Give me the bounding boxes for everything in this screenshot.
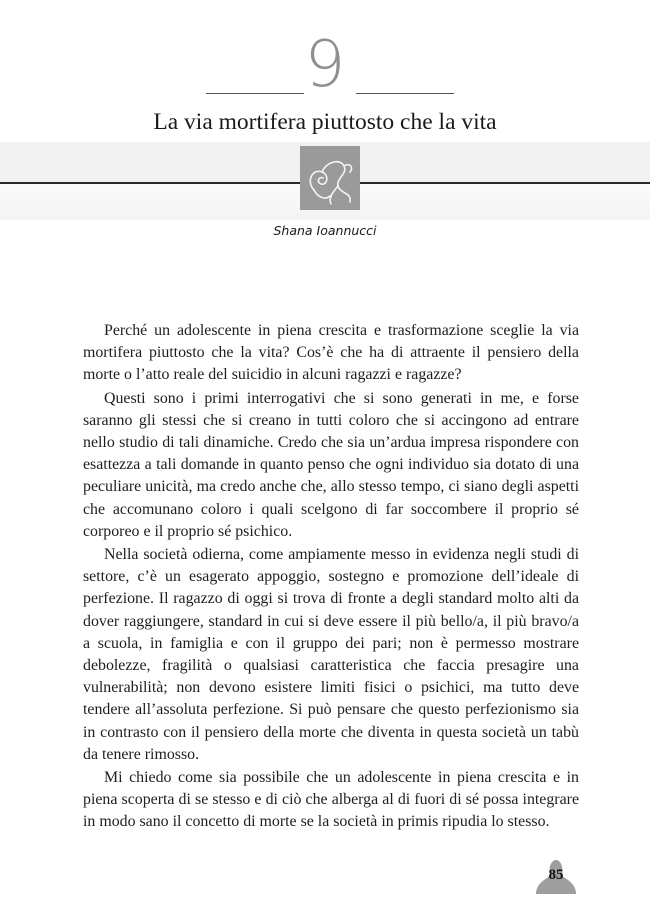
chapter-number-rule-left [206,93,304,94]
swirl-ornament-icon [300,146,360,210]
page-number: 85 [548,867,564,883]
chapter-number: 9 [304,28,346,102]
paragraph: Perché un adolescente in piena crescita e trasformazione sceglie la via mortifera piuttosto che la vita? Cos’è che ha di attraente il pensiero della morte o l’atto reale del suicidio in alcuni ragazzi e ragazze? [83,322,579,384]
page-number-badge [528,858,584,894]
chapter-title: La via mortifera piuttosto che la vita [153,109,497,135]
paragraph: Nella società odierna, come ampiamente messo in evidenza negli studi di settore, c’è un esagerato appoggio, sostegno e promozione dell’ideale di perfezione. Il ragazzo di oggi si trova di fronte a degli standard molto alti da dover raggiungere, standard in cui si deve essere il più bello/a, il più bravo/a a scuola, in famiglia e con il gruppo dei pari; non è permesso mostrare debolezze, fragilità o qualsiasi caratteristica che faccia presagire una vulnerabilità; non devono esistere limiti fisici o psichici, ma tutto deve tendere all’assoluta perfezione. Si può pensare che questo perfezionismo sia in contrasto con il pensiero della morte che diventa in questa società un tabù da tenere rimosso. [83,546,579,763]
body-text [83,320,579,834]
author-name: Shana Ioannucci [273,223,377,238]
paragraph: Mi chiedo come sia possibile che un adolescente in piena crescita e in piena scoperta di se stesso e di ciò che alberga al di fuori di sé possa integrare in modo sano il concetto di morte se la società in primis ripudia lo stesso. [83,769,579,831]
paragraph: Questi sono i primi interrogativi che si sono generati in me, e forse saranno gli stessi che si creano in tutti coloro che si accingono ad entrare nello studio di tali dinamiche. Credo che sia un’ardua impresa rispondere con esattezza a tali domande in quanto penso che ogni individuo sia dotato di una peculiare unicità, ma credo anche che, allo stesso tempo, ci siano degli aspetti che accomunano coloro i quali scelgono di far soccombere il proprio sé corporeo e il proprio sé psichico. [83,389,579,540]
chapter-number-rule-right [356,93,454,94]
